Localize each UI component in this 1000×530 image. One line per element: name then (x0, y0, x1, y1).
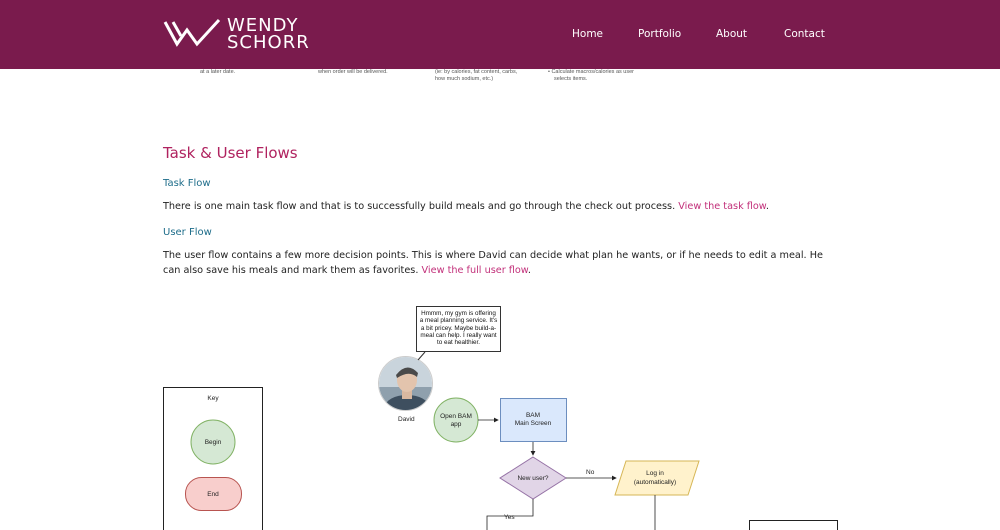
task-flow-text: There is one main task flow and that is to successfully build meals and go through the check out process. (163, 201, 679, 212)
nav-home[interactable]: Home (572, 28, 604, 40)
user-flow-text: The user flow contains a few more decision points. This is where David can decide what plan he wants, or if he needs to edit a meal. He can also save his meals and mark them as favorites. (163, 250, 823, 276)
yes-label: Yes (504, 514, 515, 521)
user-flow-heading: User Flow (163, 227, 212, 238)
key-begin-label: Begin (204, 439, 222, 446)
nav-about[interactable]: About (716, 28, 748, 40)
persona-photo-icon (379, 357, 433, 411)
nav-contact[interactable]: Contact (784, 28, 825, 40)
snippet-text: selects items. (554, 76, 588, 82)
main-nav (0, 28, 1000, 44)
open-app-label-2: app (450, 421, 462, 428)
user-flow-link[interactable]: View the full user flow (421, 265, 528, 276)
decision-label: New user? (517, 475, 549, 482)
next-node (750, 521, 838, 530)
nav-portfolio[interactable]: Portfolio (638, 28, 682, 40)
snippet-text: at a later date. (200, 69, 236, 75)
user-flow-paragraph (163, 248, 838, 278)
user-flow-end: . (527, 265, 531, 276)
main-screen-label-2: Main Screen (514, 420, 552, 427)
section-title: Task & User Flows (163, 144, 298, 162)
task-flow-end: . (765, 201, 769, 212)
site-header (0, 0, 1000, 69)
logo-line-1: WENDY (227, 15, 299, 36)
key-title: Key (207, 395, 219, 402)
speech-bubble: Hmmm, my gym is offering a meal planning service. It's a bit pricey. Maybe build-a-meal can help. I really want to eat healthier. (416, 306, 501, 352)
login-node (615, 461, 699, 495)
avatar (378, 356, 433, 411)
open-app-node (434, 398, 478, 442)
task-flow-heading: Task Flow (163, 178, 211, 189)
speech-tail (418, 352, 425, 360)
snippet-text: (ie: by calories, fat content, carbs, (435, 69, 518, 75)
task-flow-link[interactable]: View the task flow (678, 201, 766, 212)
snippet-text: how much sodium, etc.) (435, 76, 494, 82)
login-label-2: (automatically) (633, 479, 677, 486)
login-label-1: Log in (646, 470, 664, 477)
no-label: No (586, 469, 595, 476)
main-screen-label-1: BAM (525, 412, 541, 419)
open-app-label-1: Open BAM (440, 413, 472, 420)
snippet-text: • Calculate macros/calories as user (548, 69, 634, 75)
snippet-text: when order will be delivered. (318, 69, 388, 75)
key-end-label: End (207, 491, 219, 498)
task-flow-paragraph (163, 199, 838, 214)
logo-line-2: SCHORR (227, 32, 310, 53)
persona-name: David (398, 416, 415, 423)
